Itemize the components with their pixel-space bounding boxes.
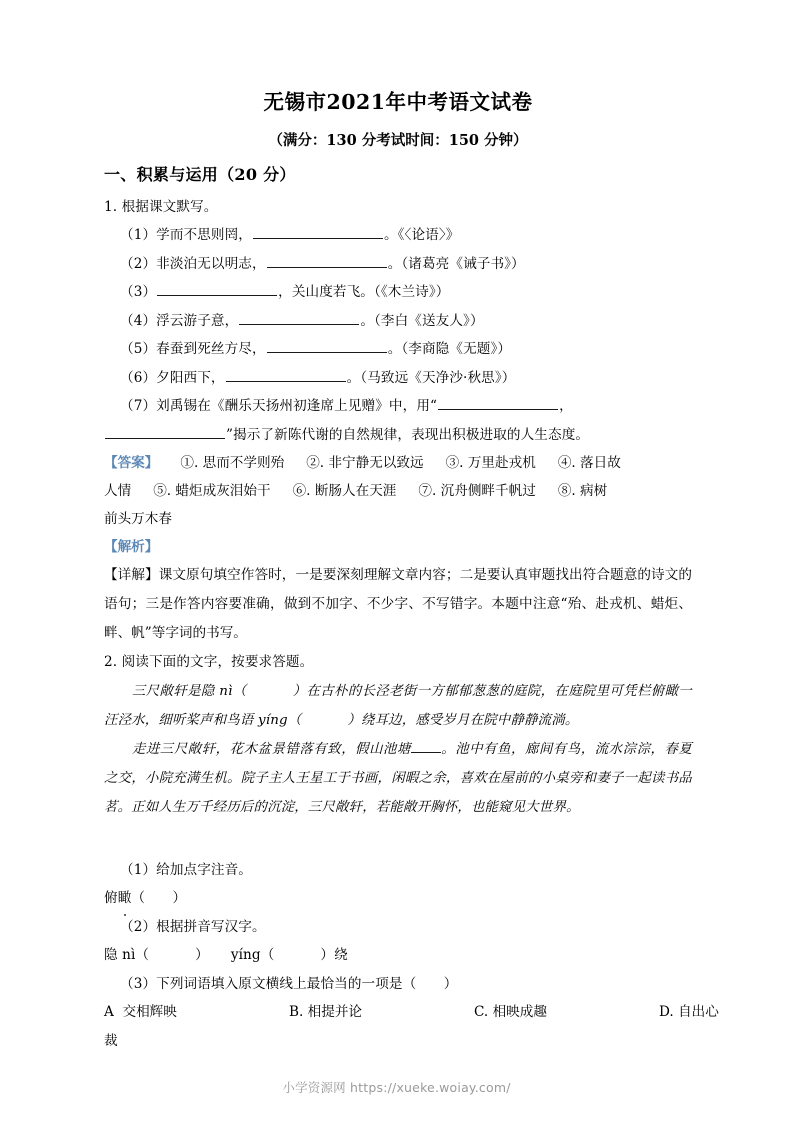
choice-a-key: A — [104, 1004, 114, 1021]
answer-row-1 — [104, 449, 692, 477]
item-3-number: （3） — [120, 284, 157, 301]
fill-blank-2[interactable] — [267, 253, 387, 268]
item-7-line2-after: ”揭示了新陈代谢的自然规律，表现出积极进取的人生态度。 — [226, 426, 590, 443]
answer-entry-4-cont: 人情 — [104, 483, 132, 500]
item-4-number: （4） — [120, 312, 157, 329]
analysis-label-row — [104, 533, 692, 561]
answer-entry-6: ⑥. 断肠人在天涯 — [292, 483, 397, 500]
answer-label: 【答案】 — [104, 455, 159, 472]
passage-p2-b: 。池中有鱼，廊间有鸟，流水淙淙，春夏之交，小院充满生机。院子主人王星工于书画，闲暇之余，喜欢在屋前的小桌旁和妻子一起读书品茗。正如人生万千经历后的沉淀，三尺敞轩，若能敞开胸怀，也能窥见大世界。 — [104, 741, 692, 815]
item-6-after: 。（马致远《天净沙·秋思》） — [346, 369, 516, 386]
question-1-item-4 — [104, 307, 692, 336]
question-2-sub-2-label: （2）根据拼音写汉字。 — [120, 918, 266, 935]
question-2-sub-1-answer-row — [104, 884, 692, 913]
dotted-word: 俯瞰 — [104, 890, 131, 906]
choice-option-c[interactable] — [474, 998, 659, 1027]
sub-1-paren[interactable]: （ ） — [131, 890, 187, 907]
choice-b-text: 相提并论 — [307, 1004, 363, 1021]
sub-2-item-a: 隐 nì（ — [104, 947, 150, 964]
choice-c-key: C. — [474, 1004, 489, 1021]
question-2-choice-row — [104, 998, 719, 1027]
question-2-sub-3-label: （3）下列词语填入原文横线上最恰当的一项是（ ） — [120, 975, 458, 992]
analysis-label: 【解析】 — [104, 539, 159, 556]
fill-blank-4[interactable] — [239, 310, 359, 325]
page-title: 无锡市2021年中考语文试卷 — [263, 90, 533, 114]
sub-2-item-a-end: ） — [195, 947, 209, 964]
question-1-stem: 1. 根据课文默写。 — [104, 198, 218, 215]
choice-option-d[interactable] — [659, 998, 719, 1027]
choice-a-text: 交相辉映 — [122, 1004, 177, 1021]
question-1-item-7-line-1 — [104, 392, 692, 421]
item-5-before: 春蚕到死丝方尽， — [156, 341, 266, 358]
fill-blank-7a[interactable] — [438, 395, 558, 410]
answer-row-3 — [104, 505, 692, 533]
passage-paragraph-2 — [104, 735, 692, 822]
item-1-after: 。《〈论语〉》 — [384, 227, 460, 244]
choice-d-text: 自出心 — [678, 1004, 719, 1021]
dotted-char: 瞰 — [118, 884, 132, 913]
item-5-after: 。（李商隐《无题》） — [387, 341, 512, 358]
fill-blank-5[interactable] — [267, 338, 387, 353]
passage-paragraph-1 — [104, 677, 692, 735]
item-1-number: （1） — [120, 227, 157, 244]
choice-c-text: 相映成趣 — [492, 1004, 547, 1021]
fill-blank-6[interactable] — [226, 367, 346, 382]
answer-entry-7: ⑦. 沉舟侧畔千帆过 — [418, 483, 536, 500]
answer-block-1 — [104, 449, 692, 533]
sub-2-item-b-end: ）绕 — [320, 947, 348, 964]
answer-entry-1: ①. 思而不学则殆 — [180, 455, 285, 472]
passage-p1-c: ）绕耳边，感受岁月在院中静静流淌。 — [347, 712, 579, 728]
item-6-before: 夕阳西下， — [156, 369, 225, 386]
item-4-after: 。（李白《送友人》） — [360, 312, 484, 329]
answer-entry-8: ⑧. 病树 — [557, 483, 608, 500]
item-7-number: （7） — [120, 398, 157, 415]
exam-subtitle: （满分：130 分考试时间：150 分钟） — [268, 131, 528, 149]
fill-blank-3[interactable] — [157, 281, 277, 296]
answer-entry-4: ④. 落日故 — [557, 455, 621, 472]
answer-row-2 — [104, 477, 692, 505]
passage-p1-a: 三尺敞轩是隐 nì（ — [132, 683, 247, 699]
passage-fill-blank[interactable] — [411, 739, 441, 753]
item-2-number: （2） — [120, 255, 157, 272]
question-2-sub-2-answer-row — [104, 941, 692, 970]
item-4-before: 浮云游子意， — [156, 312, 239, 329]
question-1-item-7-line-2 — [104, 421, 692, 450]
choice-d-key: D. — [659, 1004, 674, 1021]
item-2-after: 。（诸葛亮《诫子书》） — [387, 255, 525, 272]
answer-entry-3: ③. 万里赴戎机 — [445, 455, 536, 472]
item-2-before: 非淡泊无以明志， — [156, 255, 266, 272]
footer-watermark: 小学资源网 https://xueke.woiay.com/ — [282, 1080, 511, 1095]
item-6-number: （6） — [120, 369, 157, 386]
analysis-detail: 【详解】课文原句填空作答时，一是要深刻理解文章内容；二是要认真审题找出符合题意的诗文的语句；三是作答内容要准确，做到不加字、不少字、不写错字。本题中注意“殆、赴戎机、蜡炬、畔、帆”等字词的书写。 — [104, 567, 692, 642]
passage-p2-a: 走进三尺敞轩，花木盆景错落有致，假山池塘 — [132, 741, 411, 757]
choice-d-text-cont: 裁 — [104, 1033, 118, 1050]
section-heading-1: 一、积累与运用（20 分） — [104, 164, 296, 184]
item-5-number: （5） — [120, 341, 157, 358]
choice-option-a[interactable] — [104, 998, 289, 1027]
question-2-sub-1-label: （1）给加点字注音。 — [120, 861, 252, 878]
choice-option-d-wrap — [104, 1027, 692, 1056]
item-7-line1-after: ， — [559, 398, 573, 415]
question-1-item-1 — [104, 221, 692, 250]
item-7-before: 刘禹锡在《酬乐天扬州初逢席上见赠》中，用“ — [156, 398, 438, 415]
answer-entry-2: ②. 非宁静无以致远 — [306, 455, 424, 472]
question-2-stem: 2. 阅读下面的文字，按要求答题。 — [104, 654, 314, 671]
item-1-before: 学而不思则罔， — [156, 227, 252, 244]
answer-entry-5: ⑤. 蜡炬成灰泪始干 — [153, 483, 271, 500]
question-1-item-2 — [104, 250, 692, 279]
question-1-item-5 — [104, 335, 692, 364]
question-2-passage — [104, 677, 692, 822]
sub-2-item-b: yíng（ — [230, 947, 275, 964]
fill-blank-1[interactable] — [253, 224, 383, 239]
answer-entry-8-cont: 前头万木春 — [104, 511, 172, 528]
item-3-after: ，关山度若飞。（《木兰诗》） — [278, 284, 450, 301]
choice-option-b[interactable] — [289, 998, 474, 1027]
fill-blank-7b[interactable] — [105, 424, 225, 439]
question-1-item-3 — [104, 278, 692, 307]
passage-p1-b: ）在古朴的长泾老街一方郁郁葱葱的庭院，在庭院里可凭栏俯瞰一汪泾水，细听桨声和鸟语 yíng（ — [104, 683, 692, 728]
choice-b-key: B. — [289, 1004, 304, 1021]
document-content — [104, 88, 719, 1056]
question-1-item-6 — [104, 364, 692, 393]
